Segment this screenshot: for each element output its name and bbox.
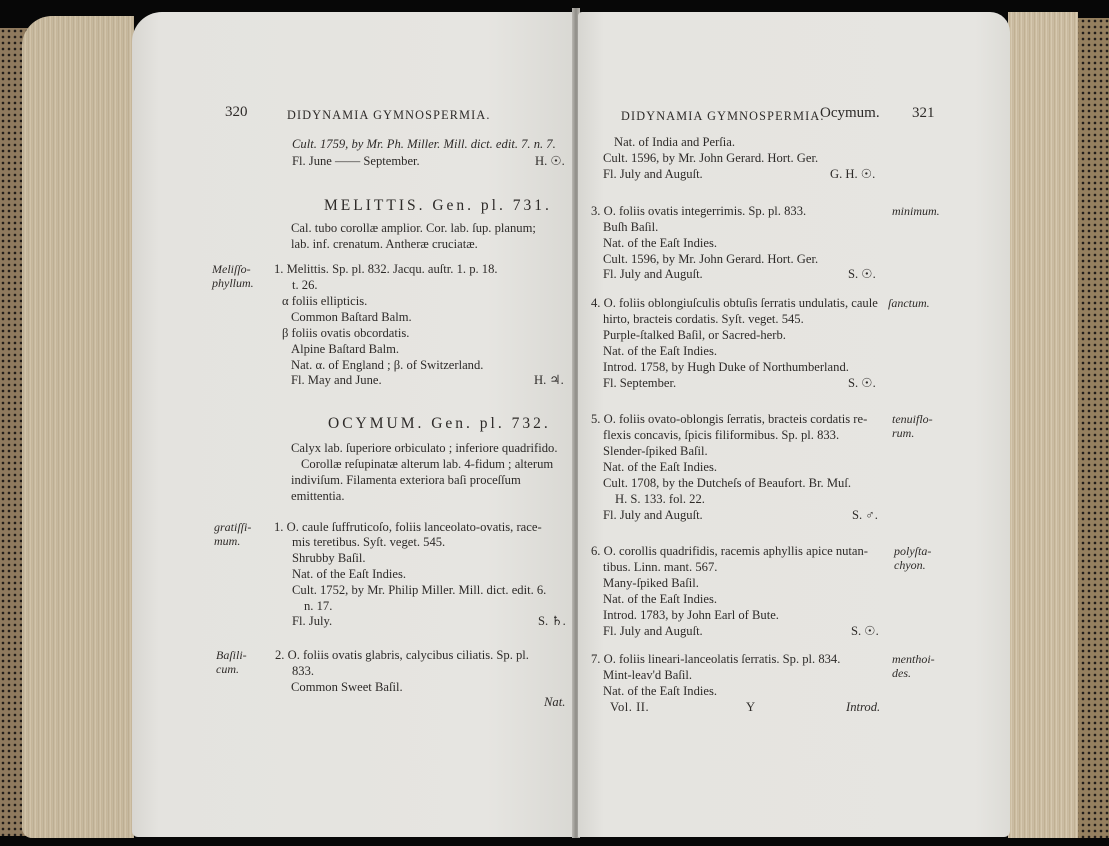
margin-note: phyllum. (212, 276, 254, 290)
margin-note: tenuiflo- (892, 412, 933, 426)
text-line: Cal. tubo corollæ amplior. Cor. lab. ſup. planum; (291, 221, 536, 235)
running-header: DIDYNAMIA GYMNOSPERMIA. (621, 109, 825, 123)
running-header: DIDYNAMIA GYMNOSPERMIA. (287, 108, 491, 122)
text-line: emittentia. (291, 489, 345, 503)
margin-note: minimum. (892, 204, 940, 218)
text-line: Fl. July and Auguſt. (603, 508, 703, 522)
text-line: 7. O. foliis lineari-lanceolatis ſerratis. Sp. pl. 834. (591, 652, 841, 666)
text-line: Nat. of the Eaſt Indies. (603, 684, 718, 698)
text-line: 1. Melittis. Sp. pl. 832. Jacqu. auſtr. 1. p. 18. (274, 262, 498, 276)
genus-heading: OCYMUM. Gen. pl. 732. (328, 415, 551, 432)
text-line: mis teretibus. Syſt. veget. 545. (292, 535, 446, 549)
right-page (578, 12, 1010, 837)
text-line: Nat. α. of England ; β. of Switzerland. (291, 358, 484, 372)
margin-note: Meliſſo- (212, 262, 251, 276)
text-line: Buſh Baſil. (603, 220, 659, 234)
text-line: Fl. June —— September. (292, 154, 420, 168)
catchword: Nat. (544, 695, 566, 709)
text-line: Nat. of the Eaſt Indies. (603, 460, 718, 474)
volume-number: Vol. II. (610, 700, 650, 714)
text-line: Calyx lab. ſuperiore orbiculato ; inferiore quadrifido. (291, 441, 558, 455)
text-line: Common Sweet Baſil. (291, 680, 403, 694)
text-line: Cult. 1752, by Mr. Philip Miller. Mill. dict. edit. 6. (292, 583, 547, 597)
text-line: Cult. 1596, by Mr. John Gerard. Hort. Ger. (603, 252, 819, 266)
left-page (132, 12, 576, 837)
right-mark: S. ♄. (538, 614, 566, 628)
right-mark: S. ☉. (848, 376, 876, 390)
text-line: Introd. 1758, by Hugh Duke of Northumberland. (603, 360, 849, 374)
margin-note: cum. (216, 662, 239, 676)
running-header-genus: Ocymum. (820, 105, 880, 121)
text-line: lab. inf. crenatum. Antheræ cruciatæ. (291, 237, 478, 251)
text-line: Fl. July. (292, 614, 333, 628)
text-line: hirto, bracteis cordatis. Syſt. veget. 545. (603, 312, 804, 326)
text-line: Fl. September. (603, 376, 677, 390)
right-mark: S. ☉. (851, 624, 879, 638)
signature-mark: Y (746, 700, 756, 714)
text-line: tibus. Linn. mant. 567. (603, 560, 718, 574)
text-line: t. 26. (292, 278, 318, 292)
margin-note: chyon. (894, 558, 926, 572)
text-line: Nat. of India and Perſia. (614, 135, 735, 149)
text-line: 1. O. caule ſuffruticoſo, foliis lanceolato-ovatis, race- (274, 520, 542, 534)
text-line: Mint-leav'd Baſil. (603, 668, 693, 682)
margin-note: des. (892, 666, 911, 680)
page-edges-left (22, 16, 134, 838)
text-line: Nat. of the Eaſt Indies. (603, 592, 718, 606)
text-line: 6. O. corollis quadrifidis, racemis aphyllis apice nutan- (591, 544, 868, 558)
text-line: H. S. 133. fol. 22. (615, 492, 705, 506)
right-mark: H. ♃. (534, 373, 564, 387)
text-line: Nat. of the Eaſt Indies. (292, 567, 407, 581)
text-line: Nat. of the Eaſt Indies. (603, 344, 718, 358)
margin-note: Baſili- (216, 648, 247, 662)
text-line: 2. O. foliis ovatis glabris, calycibus ciliatis. Sp. pl. (275, 648, 529, 662)
text-line: α foliis ellipticis. (282, 294, 368, 308)
margin-note: menthoi- (892, 652, 935, 666)
text-line: 4. O. foliis oblongiuſculis obtuſis ſerratis undulatis, caule (591, 296, 878, 310)
text-line: Many-ſpiked Baſil. (603, 576, 699, 590)
margin-note: mum. (214, 534, 241, 548)
page-edges-right (1008, 12, 1078, 838)
right-mark: G. H. ☉. (830, 167, 876, 181)
text-line: Fl. July and Auguſt. (603, 267, 703, 281)
text-line: Nat. of the Eaſt Indies. (603, 236, 718, 250)
margin-note: ſanctum. (888, 296, 930, 310)
text-line: Common Baſtard Balm. (291, 310, 412, 324)
text-line: Cult. 1708, by the Dutcheſs of Beaufort. Br. Muſ. (603, 476, 852, 490)
margin-note: gratiſſi- (214, 520, 252, 534)
text-line: flexis concavis, ſpicis filiformibus. Sp. pl. 833. (603, 428, 840, 442)
text-line: n. 17. (304, 599, 333, 613)
text-line: Purple-ſtalked Baſil, or Sacred-herb. (603, 328, 786, 342)
page-number: 321 (912, 105, 935, 121)
text-line: Cult. 1596, by Mr. John Gerard. Hort. Ger. (603, 151, 819, 165)
text-line: Fl. July and Auguſt. (603, 167, 703, 181)
text-line: Fl. May and June. (291, 373, 382, 387)
text-line: Shrubby Baſil. (292, 551, 366, 565)
text-line: Fl. July and Auguſt. (603, 624, 703, 638)
right-mark: H. ☉. (535, 154, 565, 168)
text-line: Alpine Baſtard Balm. (291, 342, 400, 356)
text-line: β foliis ovatis obcordatis. (282, 326, 410, 340)
genus-heading: MELITTIS. Gen. pl. 731. (324, 197, 552, 214)
text-line: 833. (292, 664, 315, 678)
text-line: Corollæ reſupinatæ alterum lab. 4-fidum ; alterum (301, 457, 554, 471)
page-number: 320 (225, 104, 248, 120)
text-line: 3. O. foliis ovatis integerrimis. Sp. pl. 833. (591, 204, 807, 218)
right-mark: S. ♂. (852, 508, 878, 522)
text-line: 5. O. foliis ovato-oblongis ſerratis, bracteis cordatis re- (591, 412, 868, 426)
text-line: Cult. 1759, by Mr. Ph. Miller. Mill. dict. edit. 7. n. 7. (292, 137, 556, 151)
text-line: Slender-ſpiked Baſil. (603, 444, 708, 458)
right-mark: S. ☉. (848, 267, 876, 281)
book-cover-right (1074, 18, 1109, 838)
text-line: indiviſum. Filamenta exteriora baſi proceſſum (291, 473, 521, 487)
text-line: Introd. 1783, by John Earl of Bute. (603, 608, 779, 622)
margin-note: rum. (892, 426, 915, 440)
catchword: Introd. (846, 700, 881, 714)
margin-note: polyſta- (894, 544, 932, 558)
